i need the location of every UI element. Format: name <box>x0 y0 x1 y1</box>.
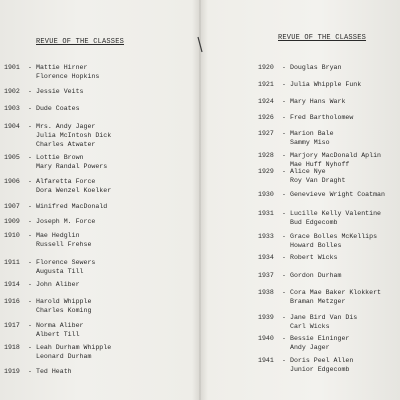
class-member-name: Dora Wenzel Koelker <box>36 187 112 194</box>
class-year: 1926 <box>258 114 274 121</box>
class-member-name: Carl Wicks <box>290 323 330 330</box>
dash-separator: - <box>28 203 32 210</box>
class-member-name: Robert Wicks <box>290 254 338 261</box>
class-member-name: Sammy Miso <box>290 139 330 146</box>
dash-separator: - <box>28 322 32 329</box>
class-entry <box>4 87 83 96</box>
class-member-name: Dude Coates <box>36 105 80 112</box>
class-member-name: Mattie Hirner <box>36 64 88 71</box>
class-member-name: Braman Metzger <box>290 298 346 305</box>
dash-separator: - <box>28 105 32 112</box>
class-member-name: Julia McIntosh Dick <box>36 132 112 139</box>
dash-separator: - <box>282 114 286 121</box>
class-year: 1910 <box>4 232 20 239</box>
page-fold <box>199 0 201 400</box>
dash-separator: - <box>282 335 286 342</box>
class-year: 1921 <box>258 81 274 88</box>
class-member-name: Doris Peel Allen <box>290 357 354 364</box>
dash-separator: - <box>28 259 32 266</box>
class-entry <box>4 177 111 195</box>
class-year: 1933 <box>258 233 274 240</box>
class-member-name: Bud Edgecomb <box>290 219 338 226</box>
class-year: 1920 <box>258 64 274 71</box>
class-member-name: Jane Bird Van Dis <box>290 314 358 321</box>
class-year: 1917 <box>4 322 20 329</box>
class-member-name: John Aliber <box>36 281 80 288</box>
dash-separator: - <box>28 232 32 239</box>
class-member-name: Leah Durham Whipple <box>36 344 112 351</box>
class-member-name: Mrs. Andy Jager <box>36 123 96 130</box>
dash-separator: - <box>282 233 286 240</box>
dash-separator: - <box>282 254 286 261</box>
class-member-name: Fred Bartholomew <box>290 114 354 121</box>
class-member-name: Junior Edgecomb <box>290 366 350 373</box>
dash-separator: - <box>28 281 32 288</box>
dash-separator: - <box>282 210 286 217</box>
class-member-name: Bessie Eininger <box>290 335 350 342</box>
class-member-name: Russell Frehse <box>36 241 92 248</box>
class-entry <box>258 97 345 106</box>
class-member-name: Gordon Durham <box>290 272 342 279</box>
class-entry <box>258 190 385 199</box>
class-entry <box>4 297 91 315</box>
class-entry <box>258 209 381 227</box>
dash-separator: - <box>282 81 286 88</box>
class-entry <box>4 343 111 361</box>
class-entry <box>258 356 353 374</box>
class-year: 1927 <box>258 130 274 137</box>
class-year: 1903 <box>4 105 20 112</box>
class-member-name: Roy Van Draght <box>290 177 346 184</box>
dash-separator: - <box>282 130 286 137</box>
class-member-name: Leonard Durham <box>36 353 92 360</box>
class-year: 1916 <box>4 298 20 305</box>
class-member-name: Albert Till <box>36 331 80 338</box>
class-year: 1931 <box>258 210 274 217</box>
dash-separator: - <box>282 152 286 159</box>
class-year: 1930 <box>258 191 274 198</box>
class-year: 1905 <box>4 154 20 161</box>
class-year: 1907 <box>4 203 20 210</box>
class-member-name: Norma Aliber <box>36 322 84 329</box>
class-member-name: Augusta Till <box>36 268 84 275</box>
class-member-name: Andy Jager <box>290 344 330 351</box>
class-entry <box>258 167 345 185</box>
class-member-name: Florence Sewers <box>36 259 96 266</box>
class-member-name: Marion Bale <box>290 130 334 137</box>
dash-separator: - <box>282 64 286 71</box>
dash-separator: - <box>28 88 32 95</box>
class-year: 1914 <box>4 281 20 288</box>
class-member-name: Howard Bolles <box>290 242 342 249</box>
class-member-name: Florence Hopkins <box>36 73 100 80</box>
class-entry <box>4 258 95 276</box>
class-entry <box>258 313 357 331</box>
class-year: 1937 <box>258 272 274 279</box>
dash-separator: - <box>282 191 286 198</box>
class-year: 1906 <box>4 178 20 185</box>
class-member-name: Mae Huff Nyhoff <box>290 161 350 168</box>
class-year: 1901 <box>4 64 20 71</box>
dash-separator: - <box>28 344 32 351</box>
class-member-name: Charles Atwater <box>36 141 96 148</box>
left-heading: REVUE OF THE CLASSES <box>36 38 125 46</box>
class-member-name: Julia Whipple Funk <box>290 81 362 88</box>
class-member-name: Lottie Brown <box>36 154 84 161</box>
dash-separator: - <box>282 272 286 279</box>
dash-separator: - <box>28 178 32 185</box>
class-entry <box>258 80 361 89</box>
class-entry <box>258 271 341 280</box>
class-entry <box>258 334 349 352</box>
class-year: 1929 <box>258 168 274 175</box>
class-year: 1938 <box>258 289 274 296</box>
class-member-name: Genevieve Wright Coatman <box>290 191 385 198</box>
class-member-name: Ted Heath <box>36 368 72 375</box>
dash-separator: - <box>28 298 32 305</box>
class-entry <box>4 280 80 289</box>
class-entry <box>4 202 107 211</box>
dash-separator: - <box>28 64 32 71</box>
class-entry <box>4 122 111 149</box>
class-year: 1924 <box>258 98 274 105</box>
right-heading: REVUE OF THE CLASSES <box>278 34 367 42</box>
dash-separator: - <box>282 357 286 364</box>
class-entry <box>4 217 95 226</box>
class-member-name: Mae Hedglin <box>36 232 80 239</box>
class-year: 1919 <box>4 368 20 375</box>
class-year: 1941 <box>258 357 274 364</box>
class-entry <box>258 232 377 250</box>
class-entry <box>258 288 381 306</box>
class-entry <box>258 129 334 147</box>
class-entry <box>4 63 99 81</box>
staple-mark <box>196 36 204 54</box>
class-entry <box>4 153 107 171</box>
class-year: 1911 <box>4 259 20 266</box>
class-entry <box>258 113 353 122</box>
dash-separator: - <box>28 368 32 375</box>
class-member-name: Joseph M. Force <box>36 218 96 225</box>
class-member-name: Alice Nye <box>290 168 326 175</box>
dash-separator: - <box>28 154 32 161</box>
class-member-name: Alfaretta Force <box>36 178 96 185</box>
class-year: 1904 <box>4 123 20 130</box>
class-member-name: Mary Randal Powers <box>36 163 108 170</box>
class-member-name: Winifred MacDonald <box>36 203 108 210</box>
class-year: 1939 <box>258 314 274 321</box>
class-year: 1940 <box>258 335 274 342</box>
class-member-name: Grace Bolles McKellips <box>290 233 378 240</box>
class-year: 1934 <box>258 254 274 261</box>
class-year: 1909 <box>4 218 20 225</box>
class-year: 1902 <box>4 88 20 95</box>
dash-separator: - <box>282 314 286 321</box>
dash-separator: - <box>282 168 286 175</box>
class-entry <box>258 63 341 72</box>
dash-separator: - <box>28 123 32 130</box>
class-member-name: Marjory MacDonald Aplin <box>290 152 382 159</box>
class-member-name: Douglas Bryan <box>290 64 342 71</box>
class-entry <box>4 321 83 339</box>
class-entry <box>4 231 91 249</box>
dash-separator: - <box>282 289 286 296</box>
dash-separator: - <box>28 218 32 225</box>
class-year: 1918 <box>4 344 20 351</box>
class-member-name: Cora Mae Baker Klokkert <box>290 289 382 296</box>
class-member-name: Mary Hans Wark <box>290 98 346 105</box>
class-member-name: Harold Whipple <box>36 298 92 305</box>
class-year: 1928 <box>258 152 274 159</box>
class-entry <box>4 104 80 113</box>
dash-separator: - <box>282 98 286 105</box>
class-member-name: Charles Koming <box>36 307 92 314</box>
class-member-name: Lucille Kelly Valentine <box>290 210 382 217</box>
class-entry <box>258 253 337 262</box>
class-entry <box>4 367 72 376</box>
class-member-name: Jessie Veits <box>36 88 84 95</box>
